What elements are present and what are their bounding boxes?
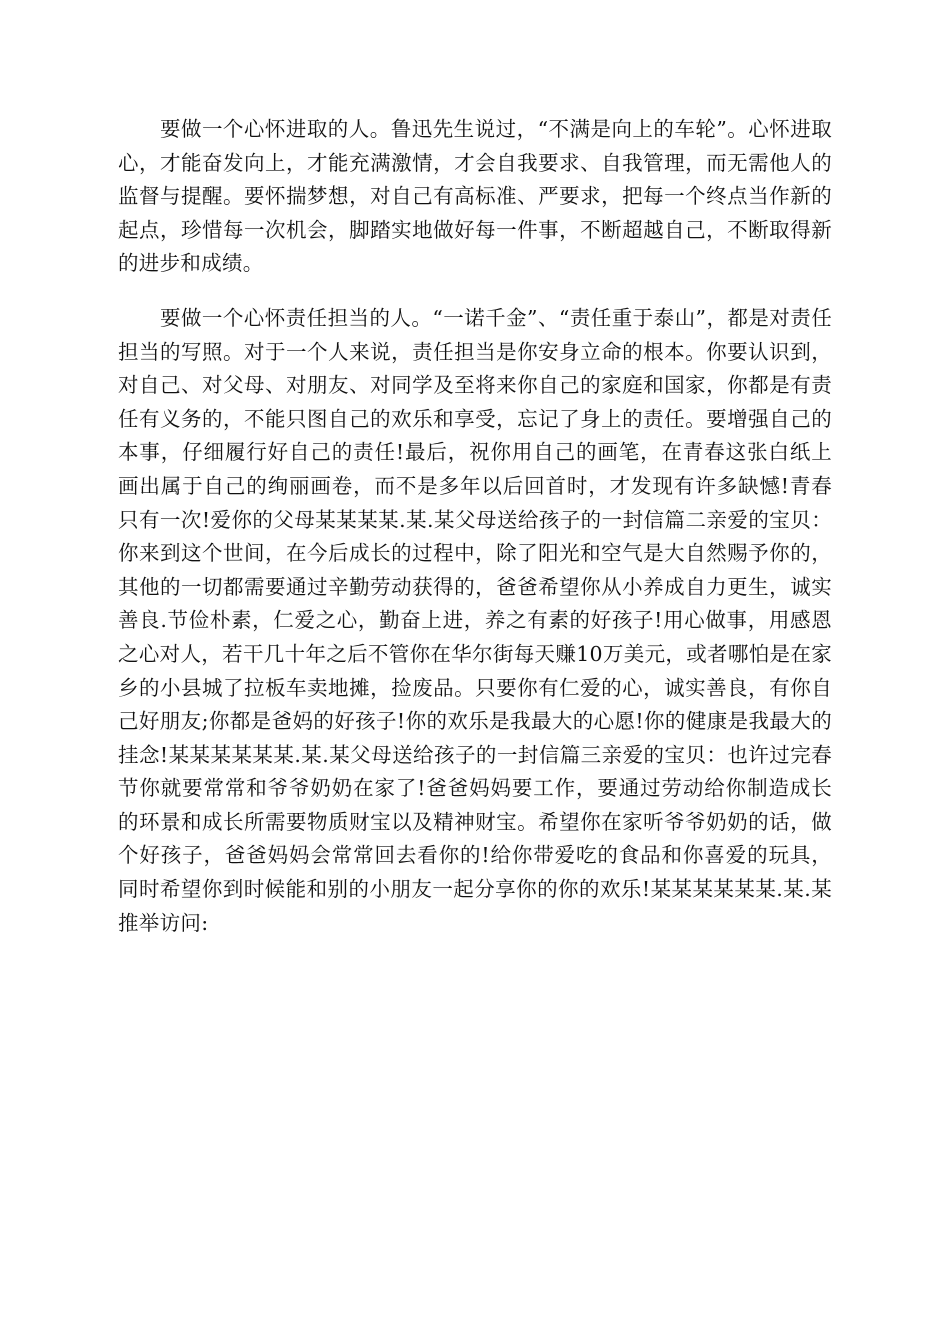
document-body — [118, 113, 832, 940]
paragraph-responsibility: 要做一个心怀责任担当的人。“一诺千金”、“责任重于泰山”，都是对责任担当的写照。对于一个人来说，责任担当是你安身立命的根本。你要认识到，对自己、对父母、对朋友、对同学及至将来你自己的家庭和国家，你都是有责任有义务的，不能只图自己的欢乐和享受，忘记了身上的责任。要增强自己的本事，仔细履行好自己的责任!最后，祝你用自己的画笔，在青春这张白纸上画出属于自己的绚丽画卷，而不是多年以后回首时，才发现有许多缺憾!青春只有一次!爱你的父母某某某某.某.某父母送给孩子的一封信篇二亲爱的宝贝： 你来到这个世间，在今后成长的过程中，除了阳光和空气是大自然赐予你的，其他的一切都需要通过辛勤劳动获得的，爸爸希望你从小养成自力更生，诚实善良.节俭朴素，仁爱之心，勤奋上进，养之有素的好孩子!用心做事，用感恩之心对人，若干几十年之后不管你在华尔街每天赚10万美元，或者哪怕是在家乡的小县城了拉板车卖地摊，捡废品。只要你有仁爱的心，诚实善良，有你自己好朋友;你都是爸妈的好孩子!你的欢乐是我最大的心愿!你的健康是我最大的挂念!某某某某某某.某.某父母送给孩子的一封信篇三亲爱的宝贝：也许过完春节你就要常常和爷爷奶奶在家了!爸爸妈妈要工作，要通过劳动给你制造成长的环景和成长所需要物质财宝以及精神财宝。希望你在家听爷爷奶奶的话，做个好孩子，爸爸妈妈会常常回去看你的!给你带爱吃的食品和你喜爱的玩具，同时希望你到时候能和别的小朋友一起分享你的你的欢乐!某某某某某某.某.某推举访问: — [118, 305, 832, 935]
paragraph-ambition: 要做一个心怀进取的人。鲁迅先生说过，“不满是向上的车轮”。心怀进取心，才能奋发向上，才能充满激情，才会自我要求、自我管理，而无需他人的监督与提醒。要怀揣梦想，对自己有高标准、严要求，把每一个终点当作新的起点，珍惜每一次机会，脚踏实地做好每一件事，不断超越自己，不断取得新的进步和成绩。 — [118, 117, 832, 276]
